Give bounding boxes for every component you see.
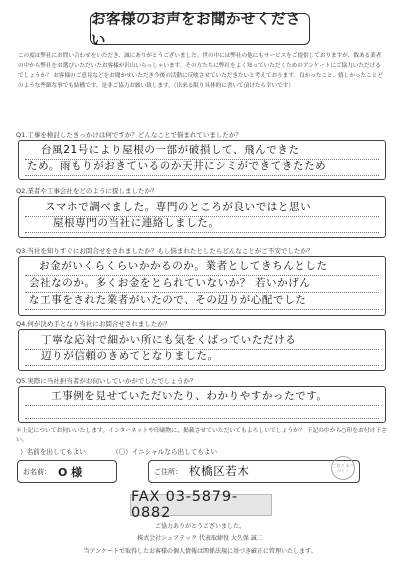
answer-5-line-1: 工事例を見せていただいたり、わかりやすかったです。 (51, 390, 328, 402)
answer-1-line-1: 台風21号により屋根の一部が破損して、飛んできた (41, 144, 300, 156)
page-title: お客様のお声をお聞かせください (90, 13, 310, 45)
answer-2-line-1: スマホで調べました。専門のところが良いではと思い (45, 201, 312, 213)
company-stamp: ご協力 ありがとう (331, 456, 355, 480)
answer-2-line-2: 屋根専門の当社に連絡しました。 (53, 217, 220, 229)
answer-box-2 (18, 196, 386, 238)
option-initial-ok[interactable]: （〇）イニシャルなら出してもよい (112, 448, 218, 456)
answer-4-line-1: 丁寧な応対で細かい所にも気をくばっていただける (41, 334, 297, 346)
name-label: お名前： (23, 468, 51, 476)
answer-line (25, 175, 379, 176)
answer-4-line-2: 辺りが信頼のきめてとなりました。 (41, 350, 219, 362)
name-field[interactable] (17, 460, 117, 483)
address-label: ご住所： (154, 468, 182, 476)
answer-line (25, 418, 379, 419)
answer-line (25, 365, 379, 366)
answer-box-3 (18, 256, 386, 316)
name-value: O 様 (58, 466, 83, 479)
question-4-label: Q4.何が決め手となり当社にお問合せされましたか？ (16, 320, 171, 328)
thanks-text: ご協力ありがとうございました。 (154, 523, 245, 530)
answer-line (25, 232, 379, 233)
option-name-ok[interactable]: ）名前を出してもよい (20, 448, 86, 456)
question-1-label: Q1.工事を検討したきっかけは何ですか？どんなことで悩まれていましたか？ (16, 131, 242, 139)
question-3-label: Q3.当社を知りすぐにお問合せをされましたか？もし悩まれたとしたらどんなことがご不安でしたか？ (16, 247, 314, 255)
address-field[interactable] (148, 460, 360, 483)
privacy-text: 当アンケートで取得したお客様の個人情報は関係法規に基づき厳正に管理いたします。 (83, 548, 317, 555)
fax-number: FAX 03-5879-0882 (130, 494, 272, 516)
question-2-label: Q2.業者や工事会社をどのように探しましたか？ (16, 187, 158, 195)
answer-line (25, 292, 379, 293)
answer-3-line-1: お金がいくらくらいかかるのか。業者としてきちんとした (39, 260, 328, 272)
answer-box-1 (18, 140, 386, 180)
answer-3-line-2: 会社なのか。多くお金をとられていないか？ 若いかげん (29, 277, 311, 289)
answer-box-5 (18, 386, 386, 423)
address-value: 枚橋区若木 (189, 464, 250, 478)
company-text: 株式会社シェアテック 代表取締役 大久保 誠二 (137, 535, 263, 542)
permission-note: ＊上記についてお伺いいたします。インターネットや印刷物に、掲載させていただいてもよろしいでしょうか？ 下記の中から○印をお付け下さい。 (16, 428, 388, 443)
answer-box-4 (18, 329, 386, 371)
answer-line (25, 405, 379, 406)
answer-1-line-2: ため。雨もりがおきているのか天井にシミができてきたため (27, 160, 327, 172)
answer-line (25, 275, 379, 276)
intro-text: この度は弊社にお問い合わせをいただき、誠にありがとうございました。世の中には弊社の他にもサービスをご提供しておりますが、数ある業者の中から弊社をお選びいただいたお客様が沢山いらっしゃいます。その方たちに弊社をよく知っていただくためのアンケートにご協力いただけるでしょうか？ お客様のご意見などをお聞かせいただき今後の活動に反映させていただきたいと考えております。良かったこと、嬉しかったことどのような些細な事でも結構です。是非ご協力お願い致します。（出来る限り具体的に書いて頂けたら幸いです） (18, 53, 383, 89)
question-5-label: Q5.実際に当社担当者がお伺いしていかがでしたでしょうか？ (16, 377, 197, 385)
answer-line (25, 309, 379, 310)
answer-3-line-3: な工事をされた業者がいたので、その辺りが心配でした (29, 294, 307, 306)
